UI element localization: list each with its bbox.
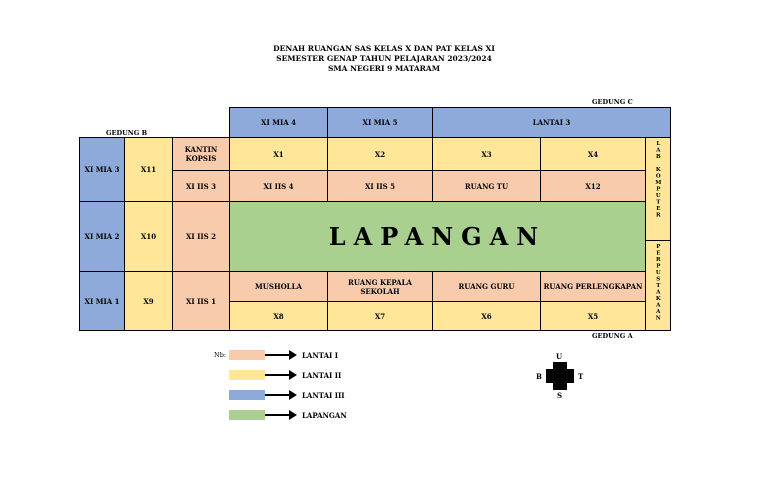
room-xi-iis-4: XI IIS 4	[229, 170, 328, 202]
room-x9: X9	[124, 271, 173, 331]
legend-swatch-lantai-1	[229, 350, 265, 360]
room-x11: X11	[124, 137, 173, 202]
field-lapangan: LAPANGAN	[229, 201, 646, 272]
legend-arrow-icon	[265, 394, 290, 396]
room-ruang-tu: RUANG TU	[432, 170, 541, 202]
room-x6: X6	[432, 301, 541, 331]
room-xi-mia-4: XI MIA 4	[229, 107, 328, 138]
room-kantin-kopsis: KANTIN KOPSIS	[172, 137, 230, 171]
room-xi-mia-2: XI MIA 2	[79, 201, 125, 272]
room-x3: X3	[432, 137, 541, 171]
room-ruang-perlengkapan: RUANG PERLENGKAPAN	[540, 271, 646, 302]
legend-arrow-icon	[265, 374, 290, 376]
title-line-3: SMA NEGERI 9 MATARAM	[327, 64, 441, 73]
room-x1: X1	[229, 137, 328, 171]
room-xi-iis-2: XI IIS 2	[172, 201, 230, 272]
title-line-2: SEMESTER GENAP TAHUN PELAJARAN 2023/2024	[276, 54, 492, 63]
room-musholla: MUSHOLLA	[229, 271, 328, 302]
room-x7: X7	[327, 301, 433, 331]
gedung-a-label: GEDUNG A	[592, 332, 633, 340]
gedung-c-label: GEDUNG C	[592, 98, 633, 106]
legend-nb: Nb:	[214, 351, 227, 359]
legend-arrow-icon	[265, 414, 290, 416]
room-x8: X8	[229, 301, 328, 331]
room-xi-mia-3: XI MIA 3	[79, 137, 125, 202]
room-x12: X12	[540, 170, 646, 202]
legend-swatch-lantai-3	[229, 390, 265, 400]
room-x4: X4	[540, 137, 646, 171]
room-perpustakaan	[645, 240, 671, 331]
compass-east: T	[578, 372, 584, 381]
room-xi-iis-5: XI IIS 5	[327, 170, 433, 202]
compass-west: B	[536, 372, 542, 381]
legend-label-lantai-2: LANTAI II	[302, 371, 342, 380]
room-ruang-kepala-sekolah: RUANG KEPALA SEKOLAH	[327, 271, 433, 302]
legend-swatch-lapangan	[229, 410, 265, 420]
room-ruang-guru: RUANG GURU	[432, 271, 541, 302]
room-xi-mia-5: XI MIA 5	[327, 107, 433, 138]
room-lab-komputer	[645, 137, 671, 241]
room-xi-mia-1: XI MIA 1	[79, 271, 125, 331]
legend-swatch-lantai-2	[229, 370, 265, 380]
room-x2: X2	[327, 137, 433, 171]
room-xi-iis-1: XI IIS 1	[172, 271, 230, 331]
compass-cross-icon	[553, 362, 567, 390]
gedung-b-label: GEDUNG B	[106, 129, 148, 137]
lab-komputer-label: LAB KOMPUTER	[655, 141, 662, 219]
perpustakaan-label: PERPUSTAKAAN	[655, 244, 662, 322]
legend-label-lantai-3: LANTAI III	[302, 391, 345, 400]
compass-north: U	[556, 352, 563, 361]
room-xi-iis-3: XI IIS 3	[172, 170, 230, 202]
title-line-1: DENAH RUANGAN SAS KELAS X DAN PAT KELAS XI	[273, 44, 495, 53]
room-x10: X10	[124, 201, 173, 272]
compass-south: S	[557, 391, 563, 400]
legend-arrow-icon	[265, 354, 290, 356]
room-x5: X5	[540, 301, 646, 331]
room-lantai-3: LANTAI 3	[432, 107, 671, 138]
legend-label-lantai-1: LANTAI I	[302, 351, 338, 360]
legend-label-lapangan: LAPANGAN	[302, 411, 347, 420]
